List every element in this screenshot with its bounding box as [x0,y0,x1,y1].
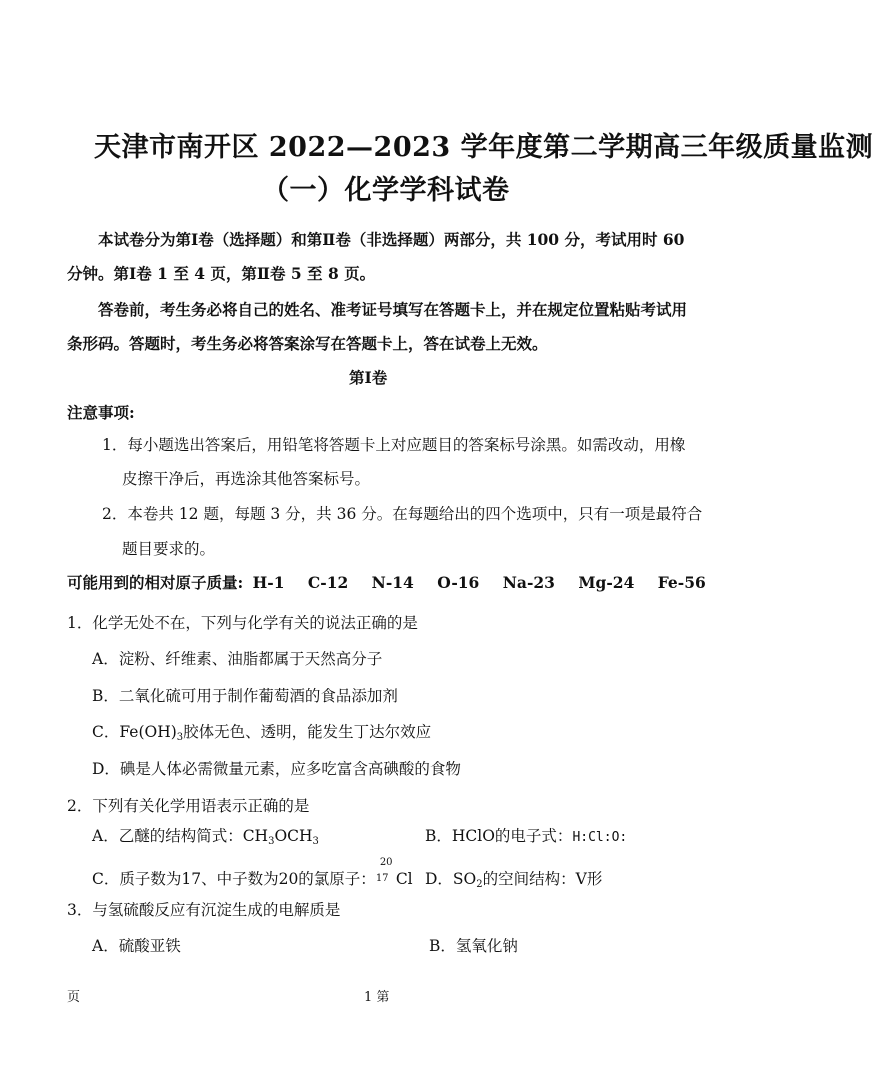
intro-p2-line1: 答卷前，考生务必将自己的姓名、准考证号填写在答题卡上，并在规定位置粘贴考试用 [98,300,688,319]
subscript: 2 [476,879,483,890]
q2-option-d-text: 的空间结构：V形 [482,870,603,888]
note-2-line2: 题目要求的。 [122,540,216,558]
note-1-line1: 1．每小题选出答案后，用铅笔将答题卡上对应题目的答案标号涂黑。如需改动，用橡 [102,436,686,454]
q2-option-a [92,824,319,847]
q2-option-b [425,824,627,846]
title-line-1: 天津市南开区 2022—2023 学年度第二学期高三年级质量监测 [94,132,873,163]
q1-option-c-formula: C．Fe(OH) [92,723,177,741]
footer-page-number: 1 第 [364,990,390,1005]
subscript: 3 [312,836,319,847]
footer-left: 页 [67,990,81,1005]
section-title: 第Ⅰ卷 [349,368,388,387]
atomic-mass-item: C-12 [307,573,349,592]
q1-option-c-text: 胶体无色、透明，能发生丁达尔效应 [183,723,432,741]
atomic-mass-item: Mg-24 [578,573,635,592]
q2-option-d [425,867,602,890]
notes-title: 注意事项: [67,403,135,422]
title-line-2: （一）化学学科试卷 [262,175,510,206]
q2-option-d-formula: D．SO [425,870,477,888]
note-2-line1: 2．本卷共 12 题，每题 3 分，共 36 分。在每题给出的四个选项中，只有一项是最符合 [102,505,703,523]
subscript: 3 [268,836,275,847]
q3-stem: 3．与氢硫酸反应有沉淀生成的电解质是 [67,901,341,919]
intro-p1-line1: 本试卷分为第Ⅰ卷（选择题）和第Ⅱ卷（非选择题）两部分，共 100 分，考试用时 60 [98,230,685,249]
intro-p2-line2: 条形码。答题时，考生务必将答案涂写在答题卡上，答在试卷上无效。 [67,334,548,353]
atomic-mass-label: 可能用到的相对原子质量: [67,573,244,592]
q2-option-b-text: B．HClO的电子式： [425,827,573,845]
isotope-notation [375,857,396,887]
electron-formula: H:Cl:O: [572,830,628,845]
atomic-mass-item: O-16 [437,573,480,592]
atomic-mass-item: Na-23 [502,573,555,592]
mass-number: 20 [379,857,393,868]
q1-option-d: D．碘是人体必需微量元素，应多吃富含高碘酸的食物 [92,760,461,778]
q1-option-b: B．二氧化硫可用于制作葡萄酒的食品添加剂 [92,687,398,705]
subscript: 3 [176,732,184,743]
atomic-number: 17 [375,873,389,884]
atomic-mass-item: Fe-56 [657,573,706,592]
q1-option-c [92,720,431,743]
q1-option-a: A．淀粉、纤维素、油脂都属于天然高分子 [92,650,383,668]
atomic-mass-line [67,571,706,593]
q2-option-c [92,857,413,889]
q3-option-b: B．氢氧化钠 [429,937,518,955]
intro-p1-line2: 分钟。第Ⅰ卷 1 至 4 页，第Ⅱ卷 5 至 8 页。 [67,264,376,283]
q2-option-a-text: A．乙醚的结构简式：CH [92,827,269,845]
q2-option-a-formula: OCH [274,827,313,845]
q1-stem: 1．化学无处不在，下列与化学有关的说法正确的是 [67,614,418,632]
element-symbol: Cl [395,870,413,888]
atomic-mass-item: N-14 [371,573,414,592]
q2-option-c-text: C．质子数为17、中子数为20的氯原子： [92,870,376,888]
q3-option-a: A．硫酸亚铁 [92,937,181,955]
atomic-mass-item: H-1 [252,573,285,592]
q2-stem: 2．下列有关化学用语表示正确的是 [67,797,310,815]
note-1-line2: 皮擦干净后，再选涂其他答案标号。 [122,470,371,488]
